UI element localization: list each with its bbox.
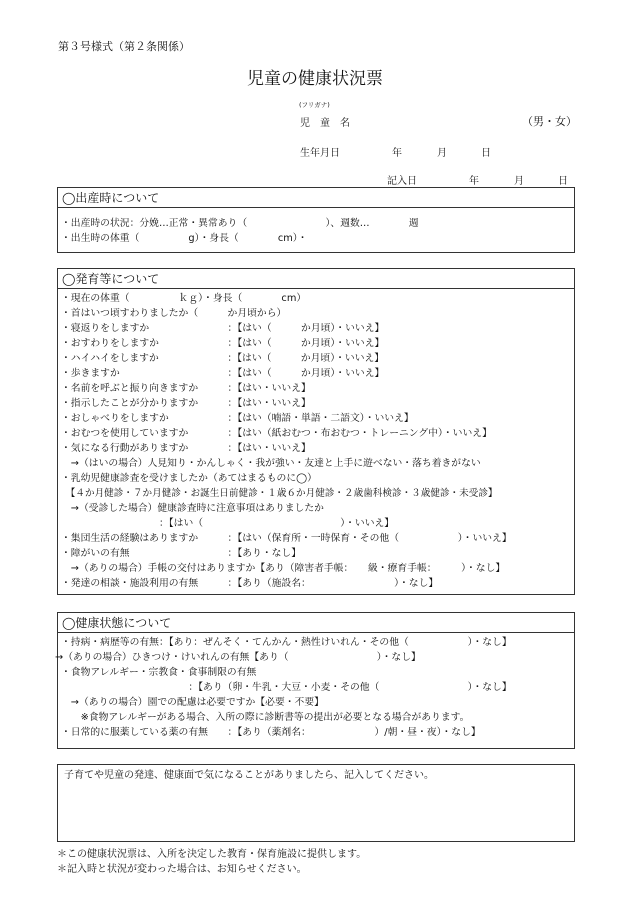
birth-day-unit: 日 xyxy=(481,148,491,159)
growth-section-heading: ◯発育等について xyxy=(58,269,574,289)
growth-line-checkup-notes[interactable]: →（受診した場合）健康診査時に注意事項はありましたか xyxy=(61,503,324,514)
health-line-allergy-note: ※食物アレルギーがある場合、入所の際に診断書等の提出が必要となる場合があります。 xyxy=(61,712,470,723)
growth-line-checkup-options[interactable]: 【４か月健診・７か月健診・お誕生日前健診・１歳６か月健診・２歳歯科検診・３歳健診・未受診】 xyxy=(61,488,498,499)
entry-year-unit: 年 xyxy=(469,176,479,187)
child-name-label: 児 童 名 xyxy=(300,118,350,129)
entry-date-label: 記入日 xyxy=(387,176,417,187)
health-line-consideration[interactable]: →（ありの場合）園での配慮は必要ですか【必要・不要】 xyxy=(61,697,324,708)
furigana-label: (フリガナ) xyxy=(299,101,330,109)
birth-section xyxy=(57,187,575,253)
health-line-allergy-options[interactable]: ：【あり（卵・牛乳・大豆・小麦・その他（ ）・なし】 xyxy=(61,682,512,693)
gender-selector[interactable]: （男・女） xyxy=(522,115,577,128)
entry-day-unit: 日 xyxy=(558,176,568,187)
growth-line-crawl[interactable]: ・ハイハイをしますか ：【はい（ か月頃）・いいえ】 xyxy=(61,353,385,364)
growth-line-walk[interactable]: ・歩きますか ：【はい（ か月頃）・いいえ】 xyxy=(61,368,385,379)
birth-month-unit: 月 xyxy=(437,148,447,159)
form-number: 第３号様式（第２条関係） xyxy=(58,40,190,53)
growth-line-disability[interactable]: ・障がいの有無 ：【あり・なし】 xyxy=(61,548,302,559)
growth-line-sit[interactable]: ・おすわりをしますか ：【はい（ か月頃）・いいえ】 xyxy=(61,338,385,349)
free-note-box[interactable] xyxy=(57,764,575,842)
growth-line-roll[interactable]: ・寝返りをしますか ：【はい（ か月頃）・いいえ】 xyxy=(61,323,385,334)
health-line-seizure[interactable]: →（ありの場合）ひきつけ・けいれんの有無【あり（ ）・なし】 xyxy=(55,652,421,663)
health-section xyxy=(57,612,575,749)
birthdate-label: 生年月日 xyxy=(300,148,340,159)
birth-weight-line[interactable]: ・出生時の体重（ g）・身長（ cm）・ xyxy=(61,233,308,244)
health-line-illness[interactable]: ・持病・病歴等の有無：【あり：ぜんそく・てんかん・熱性けいれん・その他（ ）・なし】 xyxy=(61,637,512,648)
growth-line-instructions[interactable]: ・指示したことが分かりますか ：【はい・いいえ】 xyxy=(61,398,311,409)
footnote-provision: ＊この健康状況票は、入所を決定した教育・保育施設に提供します。 xyxy=(57,849,367,860)
health-section-heading: ◯健康状態について xyxy=(58,613,574,633)
growth-line-handbook[interactable]: →（ありの場合）手帳の交付はありますか【あり（障害者手帳： 級・療育手帳： ）・なし】 xyxy=(61,563,506,574)
entry-month-unit: 月 xyxy=(514,176,524,187)
growth-line-diaper[interactable]: ・おむつを使用していますか ：【はい（紙おむつ・布おむつ・トレーニング中）・いいえ】 xyxy=(61,428,492,439)
growth-line-behavior[interactable]: ・気になる行動がありますか ：【はい・いいえ】 xyxy=(61,443,311,454)
health-line-allergy[interactable]: ・食物アレルギー・宗教食・食事制限の有無 xyxy=(61,667,257,678)
growth-line-speech[interactable]: ・おしゃべりをしますか ：【はい（喃語・単語・二語文）・いいえ】 xyxy=(61,413,414,424)
growth-line-name-response[interactable]: ・名前を呼ぶと振り向きますか ：【はい・いいえ】 xyxy=(61,383,311,394)
free-note-prompt: 子育てや児童の発達、健康面で気になることがありましたら、記入してください。 xyxy=(64,770,434,781)
growth-line-weight[interactable]: ・現在の体重（ ｋｇ）・身長（ cm） xyxy=(61,293,307,304)
growth-line-facility[interactable]: ・発達の相談・施設利用の有無 ：【あり（施設名： ）・なし】 xyxy=(61,578,439,589)
growth-line-checkup[interactable]: ・乳幼児健康診査を受けましたか（あてはまるものに◯） xyxy=(61,473,317,484)
birth-condition-line[interactable]: ・出産時の状況：分娩…正常・異常あり（ ）、週数… 週 xyxy=(61,218,419,229)
growth-line-group-life[interactable]: ・集団生活の経験はありますか ：【はい（保育所・一時保育・その他（ ）・いいえ】 xyxy=(61,533,512,544)
footnote-change: ＊記入時と状況が変わった場合は、お知らせください。 xyxy=(57,864,307,875)
growth-line-neck[interactable]: ・首はいつ頃すわりましたか（ か月頃から） xyxy=(61,308,287,319)
growth-line-behavior-detail[interactable]: →（はいの場合）人見知り・かんしゃく・我が強い・友達と上手に遊べない・落ち着きがない xyxy=(61,458,481,469)
growth-line-checkup-notes-answer[interactable]: ：【はい（ ）・いいえ】 xyxy=(61,518,395,529)
growth-section xyxy=(57,268,575,595)
birth-year-unit: 年 xyxy=(392,148,402,159)
birth-section-heading: ◯出産時について xyxy=(58,188,574,208)
page-title: 児童の健康状況票 xyxy=(247,69,383,89)
health-line-medication[interactable]: ・日常的に服薬している薬の有無 ：【あり（薬剤名： ）/朝・昼・夜）・なし】 xyxy=(61,727,481,738)
